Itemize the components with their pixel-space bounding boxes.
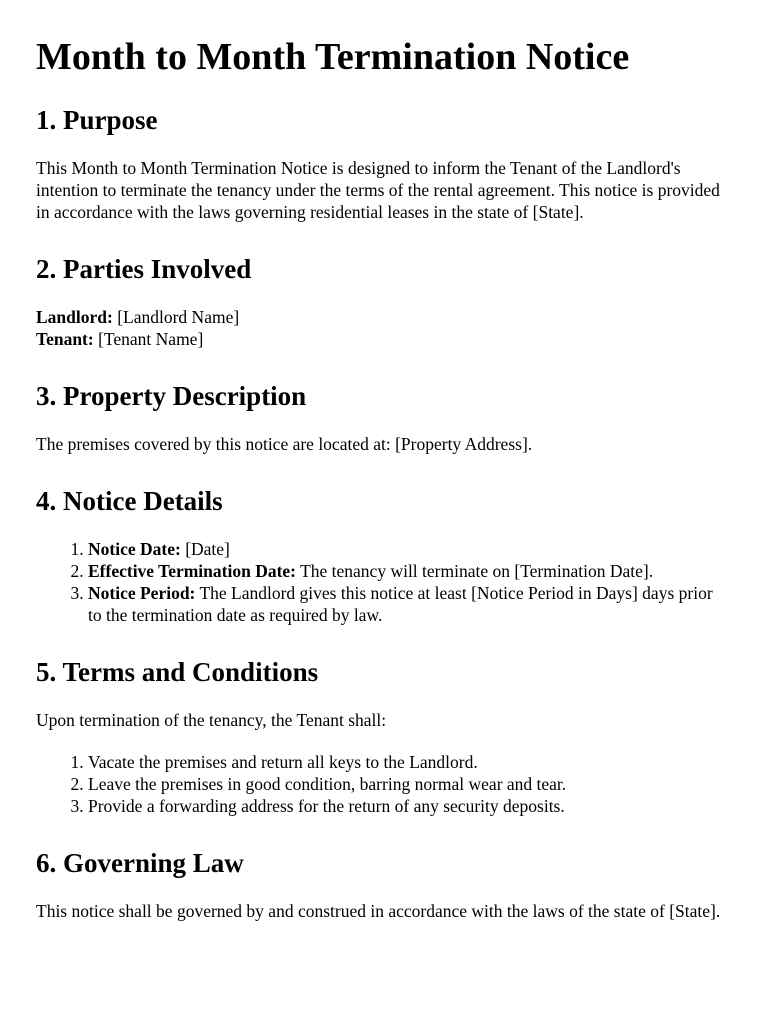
section-heading-property: 3. Property Description: [36, 381, 307, 411]
list-item: [88, 582, 722, 626]
landlord-line: [36, 306, 722, 328]
law-body: This notice shall be governed by and construed in accordance with the laws of the state of [State].: [36, 901, 721, 921]
section-heading-law: 6. Governing Law: [36, 848, 244, 878]
notice-item-text: [Date]: [180, 539, 230, 559]
tenant-label: Tenant:: [36, 329, 94, 349]
section-property: [36, 379, 722, 455]
list-item: 1. Vacate the premises and return all keys to the Landlord.: [88, 751, 722, 773]
section-purpose: [36, 103, 722, 223]
terms-intro: Upon termination of the tenancy, the Tenant shall:: [36, 710, 387, 730]
section-terms: [36, 655, 722, 817]
property-body: The premises covered by this notice are located at: [Property Address].: [36, 434, 533, 454]
tenant-value: [Tenant Name]: [93, 329, 204, 349]
notice-item-text: The tenancy will terminate on [Termination Date].: [296, 561, 654, 581]
list-item: 3. Provide a forwarding address for the return of any security deposits.: [88, 795, 722, 817]
notice-item-label: Notice Period:: [88, 583, 196, 603]
parties-body: [36, 306, 722, 350]
section-heading-notice: 4. Notice Details: [36, 486, 223, 516]
list-item: 2. Leave the premises in good condition, barring normal wear and tear.: [88, 773, 722, 795]
list-item: [88, 560, 722, 582]
landlord-value: [Landlord Name]: [112, 307, 240, 327]
section-heading-parties: 2. Parties Involved: [36, 254, 252, 284]
terms-list: [36, 751, 722, 817]
list-item: [88, 538, 722, 560]
section-parties: [36, 252, 722, 350]
section-notice: [36, 484, 722, 626]
tenant-line: [36, 328, 722, 350]
purpose-body: This Month to Month Termination Notice is designed to inform the Tenant of the Landlord's intention to terminate the tenancy under the terms of the rental agreement. This notice is provided in accordance with the laws governing residential leases in the state of [State].: [36, 158, 720, 222]
notice-item-label: Notice Date:: [88, 539, 181, 559]
section-law: [36, 846, 722, 922]
notice-list: [36, 538, 722, 626]
document-title: Month to Month Termination Notice: [36, 36, 630, 78]
notice-item-label: Effective Termination Date:: [88, 561, 297, 581]
section-heading-purpose: 1. Purpose: [36, 105, 158, 135]
section-heading-terms: 5. Terms and Conditions: [36, 657, 319, 687]
notice-item-text: The Landlord gives this notice at least [Notice Period in Days] days prior to the termination date as required by law.: [88, 583, 713, 625]
landlord-label: Landlord:: [36, 307, 113, 327]
